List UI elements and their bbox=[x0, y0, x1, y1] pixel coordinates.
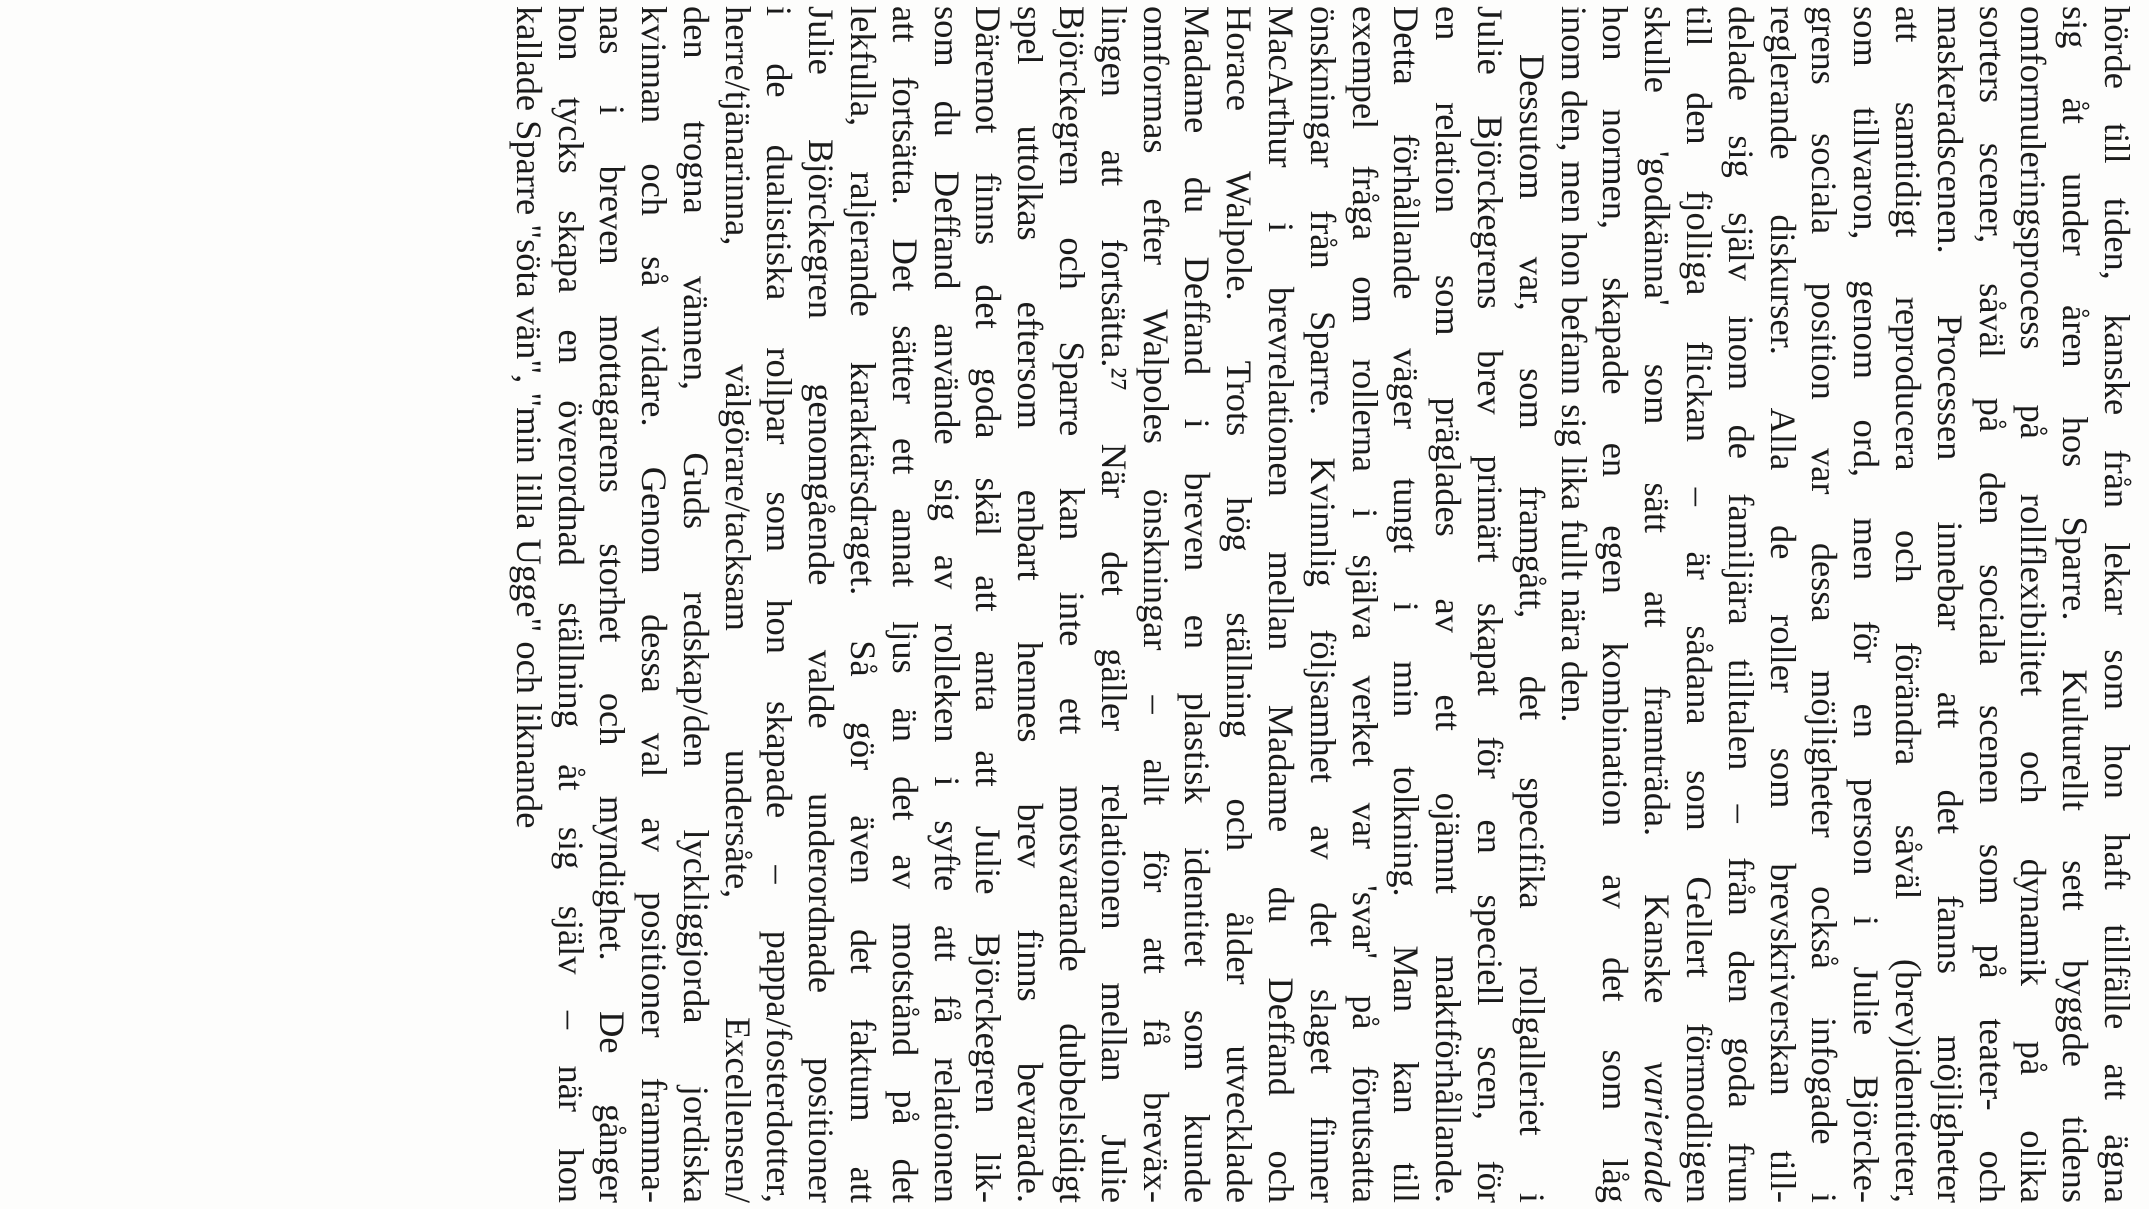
text-line: MacArthur i brevrelationen mellan Madame du Deffand och bbox=[1261, 6, 1302, 1203]
text-line: till den fjolliga flickan – är sådana som Gellert förmodligen bbox=[1679, 6, 1720, 1203]
text-line: att fortsätta. Det sätter ett annat ljus än det av motstånd på det bbox=[884, 6, 925, 1203]
text-line: som du Deffand använde sig av rolleken i syfte att få relationen bbox=[926, 6, 967, 1203]
text-line: Julie Björckegren genomgående valde underordnade positioner bbox=[801, 6, 842, 1203]
paragraph-2 bbox=[507, 6, 1552, 1203]
text-line: hon tycks skapa en överordnad ställning åt sig själv – när hon bbox=[550, 6, 591, 1203]
text-line: delade sig själv inom de familjära tilltalen – från den goda frun bbox=[1720, 6, 1761, 1203]
text-line: nas i breven mottagarens storhet och myndighet. De gånger bbox=[592, 6, 633, 1203]
text-line: hon normen, skapade en egen kombination av det som låg bbox=[1595, 6, 1636, 1203]
text-line: att samtidigt reproducera och förändra såväl (brev)identiteter, bbox=[1888, 6, 1929, 1203]
text-line: sorters scener, såväl på den sociala scenen som på teater- och bbox=[1971, 6, 2012, 1203]
text-line: Däremot finns det goda skäl att anta att Julie Björckegren lik- bbox=[968, 6, 1009, 1203]
text-line: exempel fråga om rollerna i själva verket var 'svar' på förutsatta bbox=[1344, 6, 1385, 1203]
paragraph-1 bbox=[1552, 6, 2137, 1203]
text-line: omformas efter Walpoles önskningar – allt för att få breväx- bbox=[1135, 6, 1176, 1203]
text-line: Detta förhållande väger tungt i min tolkning. Man kan till bbox=[1386, 6, 1427, 1203]
text-line: en relation som präglades av ett ojämnt maktförhållande. bbox=[1428, 6, 1469, 1203]
text-line: inom den, men hon befann sig lika fullt nära den. bbox=[1553, 6, 1594, 723]
text-line: önskningar från Sparre. Kvinnlig följsamhet av det slaget finner bbox=[1302, 6, 1343, 1203]
text-line: hörde till tiden, kanske från lekar som hon haft tillfälle att ägna bbox=[2097, 6, 2137, 1203]
text-line: kallade Sparre "söta vän", "min lilla Ugge" och liknande bbox=[508, 6, 549, 829]
text-line: omformuleringsprocess på rollflexibilitet och dynamik på olika bbox=[2013, 6, 2054, 1203]
text-line-with-emphasis bbox=[1635, 6, 1677, 1203]
text-line: kvinnan och så vidare. Genom dessa val av positioner framma- bbox=[634, 6, 675, 1203]
body-text bbox=[507, 6, 2137, 1203]
text-line: Björckegren och Sparre kan inte ett motsvarande dubbelsidigt bbox=[1052, 6, 1093, 1203]
text-line: Dessutom var, som framgått, det specifika rollgalleriet i bbox=[1511, 54, 1552, 1203]
text-line: grens sociala position var dessa möjligheter också infogade i bbox=[1804, 6, 1845, 1203]
text-line: maskeradscenen. Processen innebar att det fanns möjligheter bbox=[1929, 6, 1970, 1203]
text-line: i de dualistiska rollpar som hon skapade – pappa/fosterdotter, bbox=[759, 6, 800, 1203]
text-segment: skulle 'godkänna' som sätt att framträda. Kanske bbox=[1637, 6, 1678, 1004]
text-line: Madame du Deffand i breven en plastisk identitet som kunde bbox=[1177, 6, 1218, 1203]
text-line: som tillvaron, genom ord, men för en person i Julie Björcke- bbox=[1846, 6, 1887, 1203]
text-line: den trogna vännen, Guds redskap/den lyckliggjorda jordiska bbox=[675, 6, 716, 1203]
text-line: lingen att fortsätta.²⁷ När det gäller relationen mellan Julie bbox=[1093, 6, 1134, 1203]
text-line: Julie Björckegrens brev primärt skapat för en speciell scen, för bbox=[1470, 6, 1511, 1203]
text-line: reglerande diskurser. Alla de roller som brevskriverskan till- bbox=[1762, 6, 1803, 1203]
text-line: Horace Walpole. Trots hög ställning och ålder utvecklade bbox=[1219, 6, 1260, 1203]
text-line: spel uttolkas eftersom enbart hennes brev finns bevarade. bbox=[1010, 6, 1051, 1203]
text-line: sig åt under åren hos Sparre. Kulturellt sett byggde tidens bbox=[2055, 6, 2096, 1203]
emphasized-word: varierade bbox=[1637, 1061, 1678, 1203]
text-line: herre/tjänarinna, välgörare/tacksam undersåte, Excellensen/ bbox=[717, 6, 758, 1203]
text-line: lekfulla, raljerande karaktärsdraget. Så gör även det faktum att bbox=[843, 6, 884, 1203]
